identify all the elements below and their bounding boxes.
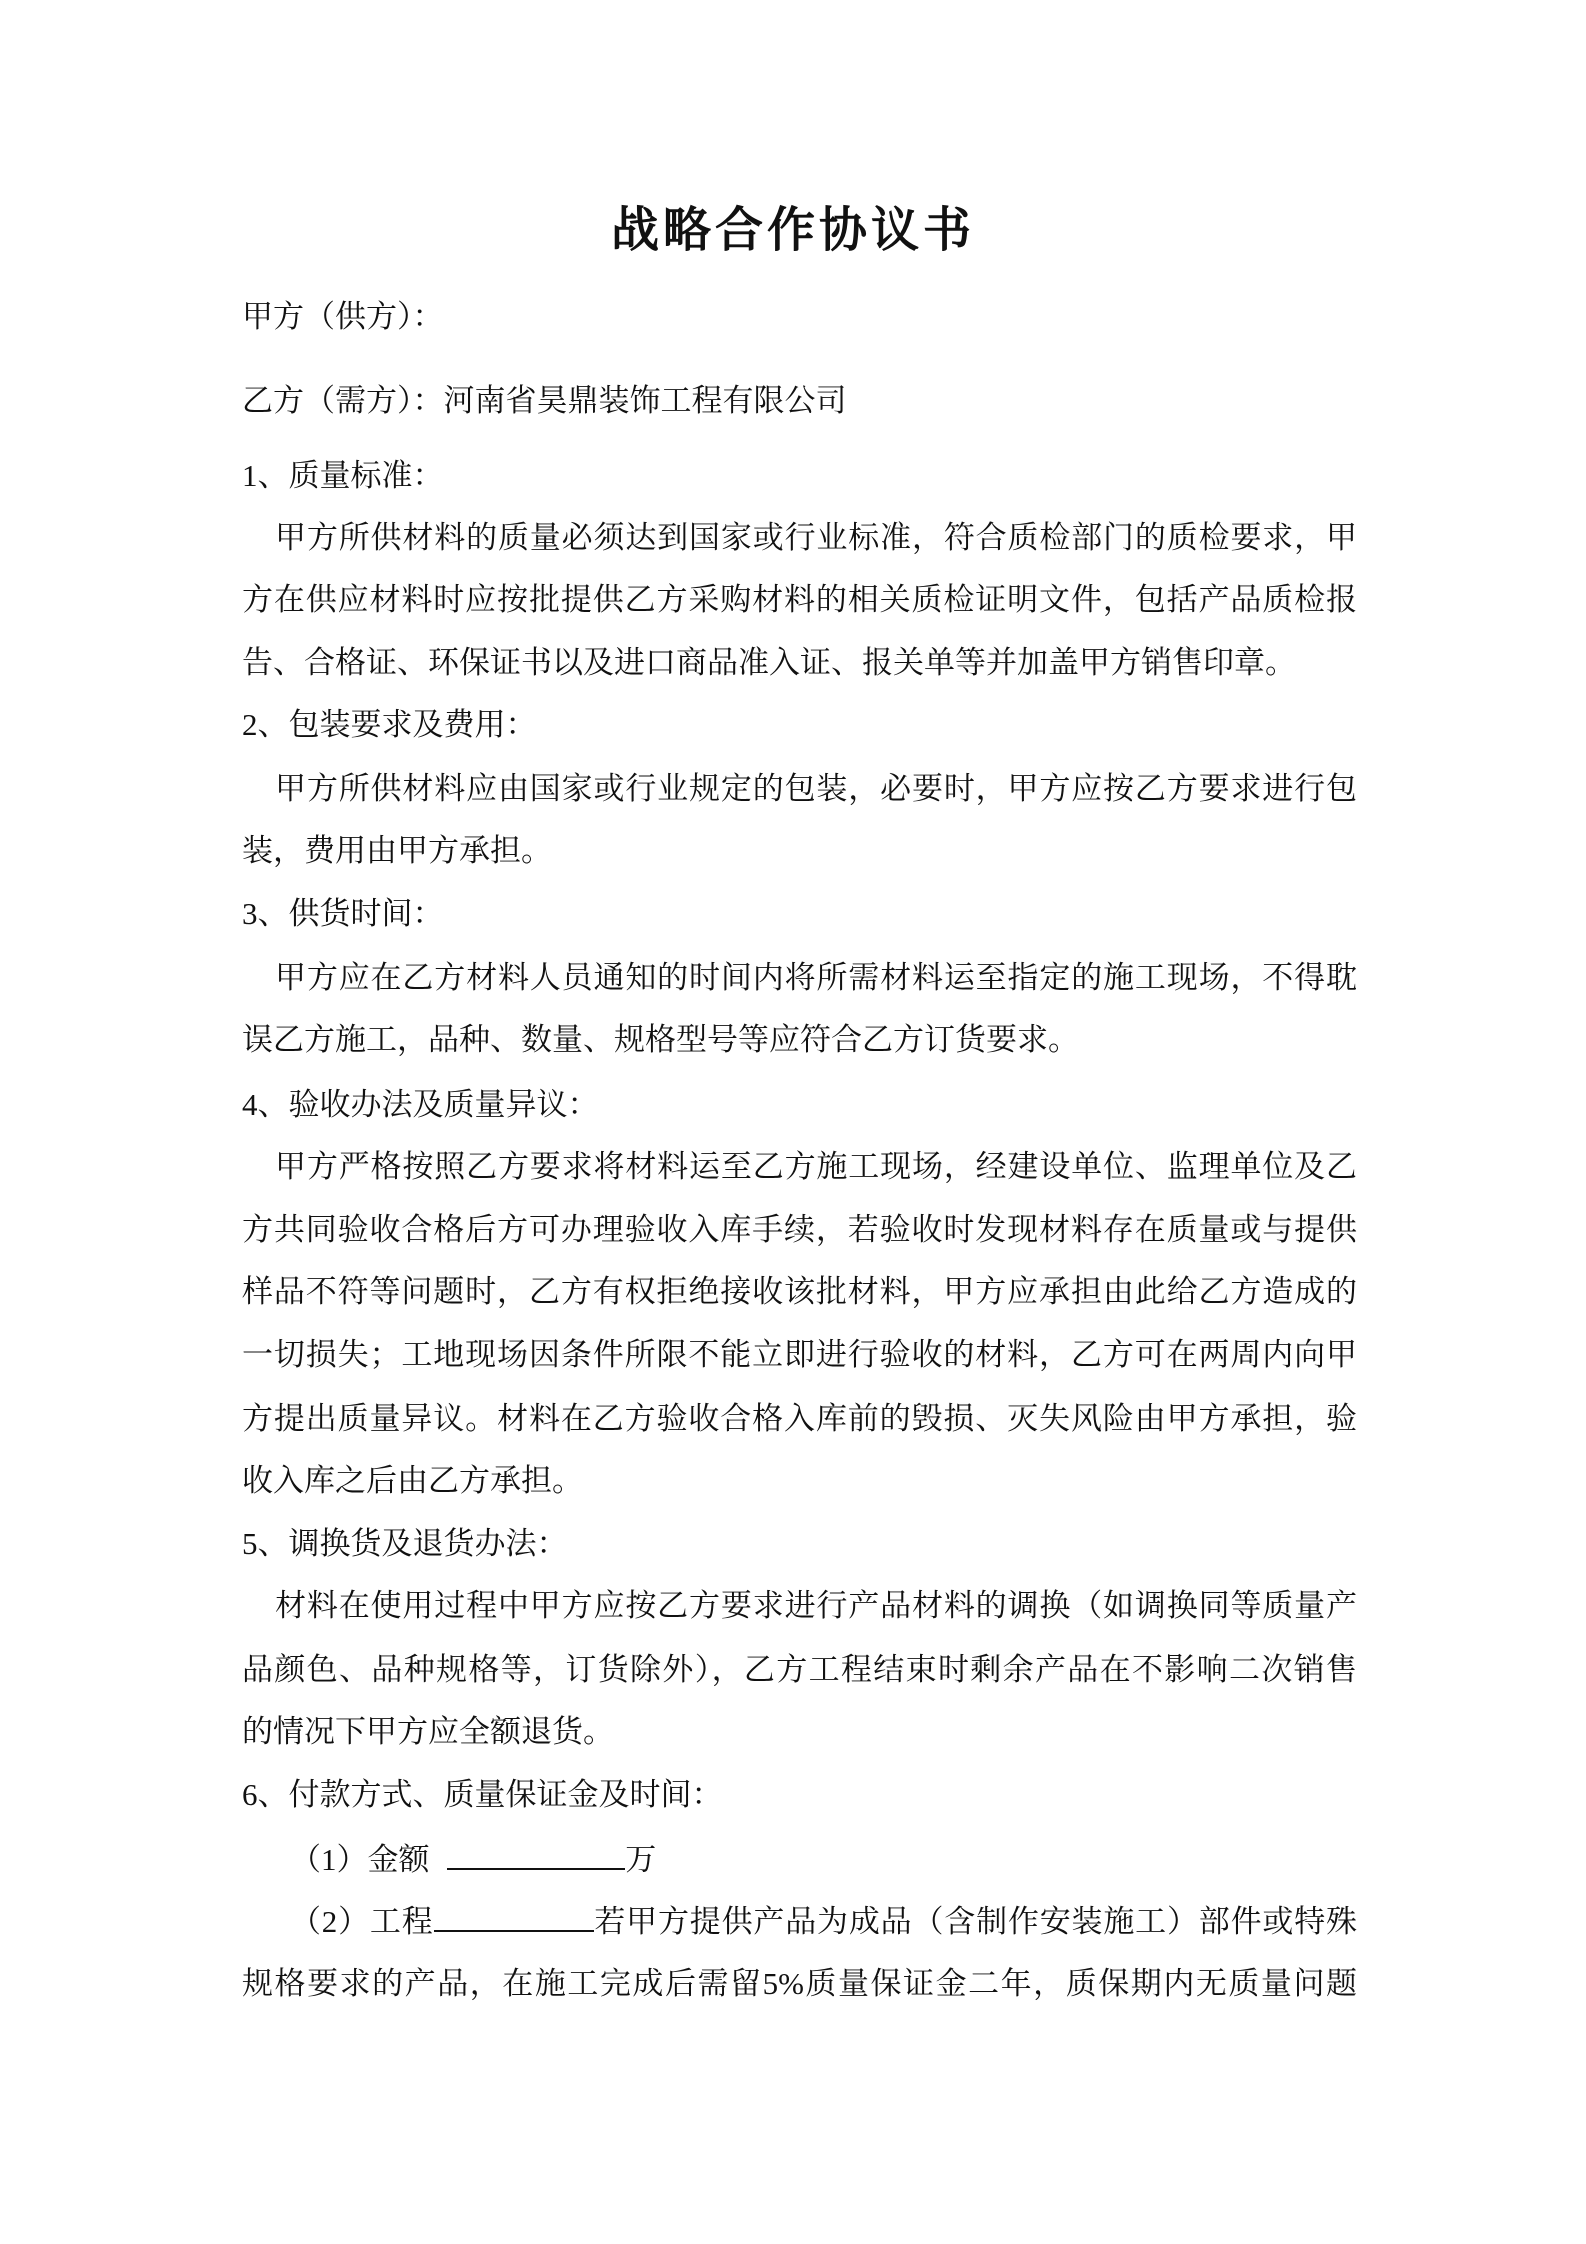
section-4-line: 收入库之后由乙方承担。: [242, 1463, 583, 1498]
section-4-line: 一切损失；工地现场因条件所限不能立即进行验收的材料，乙方可在两周内向甲: [242, 1337, 1357, 1372]
document-title: 战略合作协议书: [610, 204, 975, 257]
section-5-heading: 5、调换货及退货办法：: [242, 1526, 568, 1561]
section-1-line: 甲方所供材料的质量必须达到国家或行业标准，符合质检部门的质检要求，甲: [275, 520, 1357, 555]
project-label: （2）工程: [290, 1904, 434, 1939]
amount-unit: 万: [625, 1842, 657, 1877]
project-text: 若甲方提供产品为成品（含制作安装施工）部件或特殊: [593, 1904, 1358, 1939]
section-5-line: 材料在使用过程中甲方应按乙方要求进行产品材料的调换（如调换同等质量产: [275, 1588, 1357, 1623]
section-2-line: 甲方所供材料应由国家或行业规定的包装，必要时，甲方应按乙方要求进行包: [275, 771, 1357, 806]
amount-blank-field[interactable]: [447, 1838, 625, 1870]
project-blank-field[interactable]: [434, 1900, 594, 1932]
section-1-line: 方在供应材料时应按批提供乙方采购材料的相关质检证明文件，包括产品质检报: [242, 582, 1357, 617]
project-row: [290, 1891, 1357, 1953]
section-4-heading: 4、验收办法及质量异议：: [242, 1087, 599, 1122]
section-6-heading: 6、付款方式、质量保证金及时间：: [242, 1777, 723, 1812]
section-3-heading: 3、供货时间：: [242, 896, 444, 931]
section-3-line: 甲方应在乙方材料人员通知的时间内将所需材料运至指定的施工现场，不得耽: [275, 960, 1357, 995]
section-1-heading: 1、质量标准：: [242, 458, 444, 493]
section-4-line: 样品不符等问题时，乙方有权拒绝接收该批材料，甲方应承担由此给乙方造成的: [242, 1274, 1357, 1309]
section-6-line: 规格要求的产品，在施工完成后需留5%质量保证金二年，质保期内无质量问题: [242, 1966, 1357, 2001]
party-a: 甲方（供方）：: [242, 299, 444, 334]
section-2-heading: 2、包装要求及费用：: [242, 707, 537, 742]
amount-label: （1）金额: [290, 1842, 430, 1877]
section-2-line: 装，费用由甲方承担。: [242, 833, 552, 868]
amount-row: [290, 1829, 1405, 1891]
section-4-line: 方提出质量异议。材料在乙方验收合格入库前的毁损、灭失风险由甲方承担，验: [242, 1401, 1357, 1436]
section-5-line: 的情况下甲方应全额退货。: [242, 1714, 614, 1749]
section-3-line: 误乙方施工，品种、数量、规格型号等应符合乙方订货要求。: [242, 1022, 1079, 1057]
party-b: 乙方（需方）：河南省昊鼎装饰工程有限公司: [242, 383, 847, 418]
section-4-line: 方共同验收合格后方可办理验收入库手续，若验收时发现材料存在质量或与提供: [242, 1212, 1357, 1247]
section-1-line: 告、合格证、环保证书以及进口商品准入证、报关单等并加盖甲方销售印章。: [242, 645, 1296, 680]
section-5-line: 品颜色、品种规格等，订货除外），乙方工程结束时剩余产品在不影响二次销售: [242, 1652, 1357, 1687]
section-4-line: 甲方严格按照乙方要求将材料运至乙方施工现场，经建设单位、监理单位及乙: [275, 1149, 1357, 1184]
